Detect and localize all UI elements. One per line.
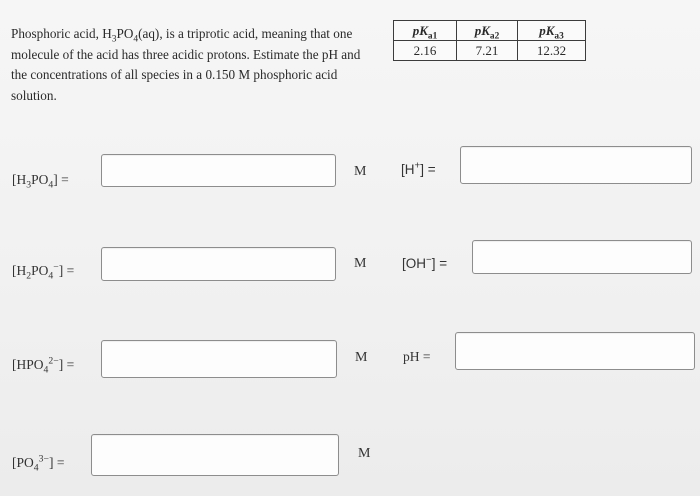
h-plus-input[interactable] — [460, 146, 692, 184]
h3po4-label: $[H_3PO_4]$ = — [12, 172, 69, 191]
ph-input[interactable] — [455, 332, 695, 370]
pka3-value: 12.32 — [518, 41, 586, 61]
hpo4-label: $[HPO_4^{2-}]$ = — [12, 355, 75, 376]
pka2-header: $pK_{a2}$ — [457, 21, 518, 41]
h3po4-input[interactable] — [101, 154, 336, 187]
pka2-value: 7.21 — [457, 41, 518, 61]
h2po4-input[interactable] — [101, 247, 336, 281]
pka1-value: 2.16 — [394, 41, 457, 61]
po4-input[interactable] — [91, 434, 339, 476]
po4-label: $[PO_4^{3-}]$ = — [12, 453, 65, 474]
h2po4-label: $[H_2PO_4^-]$ = — [12, 261, 75, 282]
pka1-header: $pK_{a1}$ — [394, 21, 457, 41]
pka3-header: $pK_{a3}$ — [518, 21, 586, 41]
h-plus-label: [H+] = — [401, 160, 436, 177]
problem-statement: Phosphoric acid, $H_3PO_4(aq)$, is a triprotic acid, meaning that one molecule of the acid has three acidic protons. Estimate the pH and the concentrations of all species in a 0.150 M phosphoric acid solution. — [11, 26, 361, 103]
ph-label: pH = — [403, 349, 431, 364]
po4-unit: M — [358, 446, 371, 461]
oh-minus-input[interactable] — [472, 240, 692, 274]
oh-minus-label: [OH−] = — [402, 254, 448, 271]
h3po4-unit: M — [354, 164, 367, 179]
h2po4-unit: M — [354, 256, 367, 271]
hpo4-input[interactable] — [101, 340, 337, 378]
pka-table — [393, 20, 586, 61]
hpo4-unit: M — [355, 350, 368, 365]
